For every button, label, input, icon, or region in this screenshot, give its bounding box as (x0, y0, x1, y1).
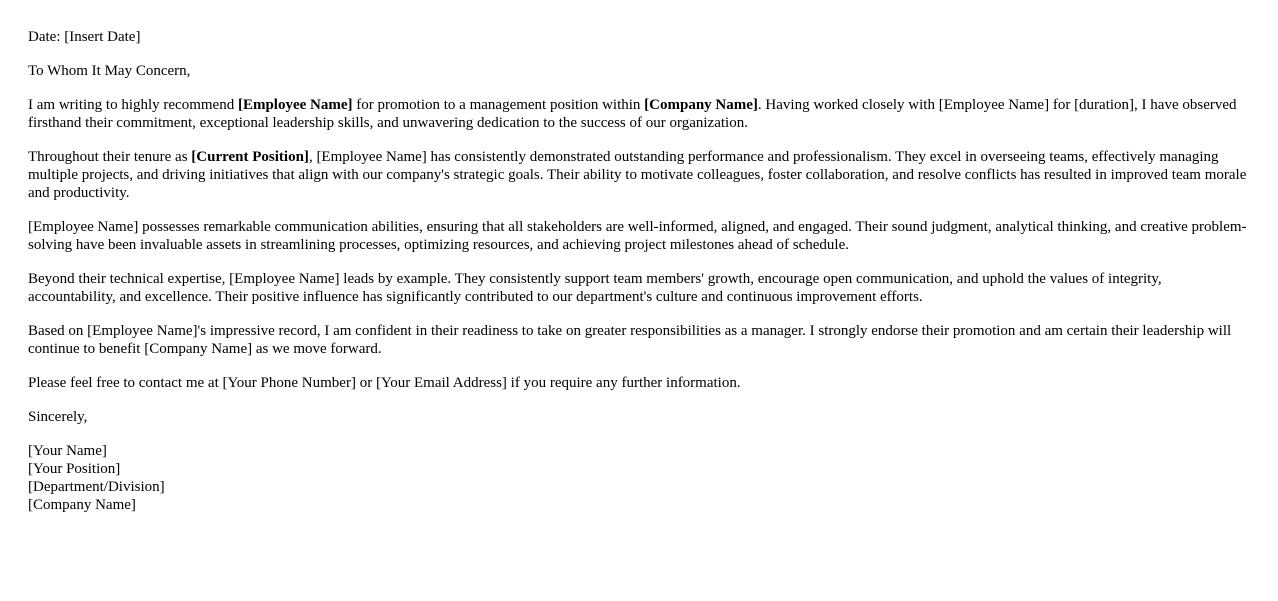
paragraph-endorsement: Based on [Employee Name]'s impressive record, I am confident in their readiness to take on greater responsibilities as a manager. I strongly endorse their promotion and am certain their leadership will continue to benefit [Company Name] as we move forward. (28, 323, 1232, 357)
signature-block (28, 442, 1250, 514)
signature-company: [Company Name] (28, 497, 136, 513)
signature-position: [Your Position] (28, 461, 121, 477)
salutation: To Whom It May Concern, (28, 63, 191, 79)
closing: Sincerely, (28, 409, 88, 425)
intro-text-3: . Having worked closely with [Employee Name] for [duration], I have observed firsthand their commitment, exceptional leadership skills, and unwavering dedication to the success of our organization. (28, 97, 1237, 131)
signature-department: [Department/Division] (28, 479, 165, 495)
employee-name-bold: [Employee Name] (237, 97, 353, 113)
paragraph-intro (28, 96, 1250, 132)
current-position-bold: [Current Position] (191, 149, 309, 165)
tenure-text-2: , [Employee Name] has consistently demonstrated outstanding performance and professionalism. They excel in overseeing teams, effectively managing multiple projects, and driving initiatives that align with our company's strategic goals. Their ability to motivate colleagues, foster collaboration, and resolve conflicts has resulted in improved team morale and productivity. (28, 149, 1247, 201)
letter-body (28, 28, 1250, 514)
date-line: Date: [Insert Date] (28, 29, 141, 45)
paragraph-communication: [Employee Name] possesses remarkable communication abilities, ensuring that all stakeholders are well-informed, aligned, and engaged. Their sound judgment, analytical thinking, and creative problem-solving have been invaluable assets in streamlining processes, optimizing resources, and achieving project milestones ahead of schedule. (28, 219, 1247, 253)
tenure-text-1: Throughout their tenure as (28, 149, 192, 165)
signature-name: [Your Name] (28, 443, 107, 459)
company-name-bold: [Company Name] (644, 97, 758, 113)
paragraph-tenure (28, 148, 1250, 202)
paragraph-contact: Please feel free to contact me at [Your Phone Number] or [Your Email Address] if you require any further information. (28, 375, 741, 391)
paragraph-leadership: Beyond their technical expertise, [Employee Name] leads by example. They consistently support team members' growth, encourage open communication, and uphold the values of integrity, accountability, and excellence. Their positive influence has significantly contributed to our department's culture and continuous improvement efforts. (28, 271, 1162, 305)
intro-text-1: I am writing to highly recommend (28, 97, 238, 113)
intro-text-2: for promotion to a management position within (352, 97, 645, 113)
